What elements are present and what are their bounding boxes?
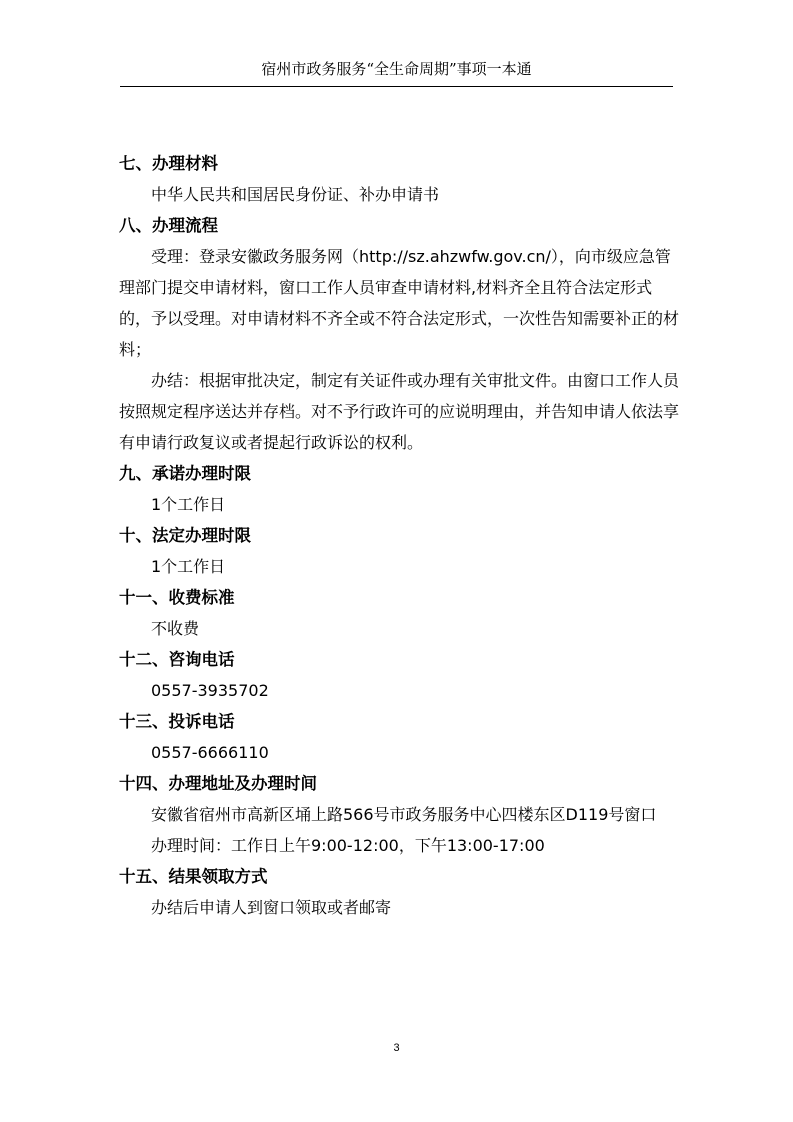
section-text: 受理：登录安徽政务服务网（http://sz.ahzwfw.gov.cn/），向市级应急管理部门提交申请材料，窗口工作人员审查申请材料,材料齐全且符合法定形式的，予以受理。对申请材料不齐全或不符合法定形式，一次性告知需要补正的材料； <box>119 247 680 359</box>
section-fee-standard <box>119 582 684 644</box>
section-materials <box>119 148 684 210</box>
page-number: 3 <box>393 1042 400 1054</box>
section-text: 办结后申请人到窗口领取或者邮寄 <box>151 898 392 917</box>
section-text: 1个工作日 <box>151 557 226 576</box>
header-rule <box>120 86 673 87</box>
section-heading: 十三、投诉电话 <box>119 712 235 731</box>
document-body <box>119 148 684 923</box>
section-text: 办结：根据审批决定，制定有关证件或办理有关审批文件。由窗口工作人员按照规定程序送达并存档。对不予行政许可的应说明理由，并告知申请人依法享有申请行政复议或者提起行政诉讼的权利。 <box>119 371 680 452</box>
section-heading: 十五、结果领取方式 <box>119 867 268 886</box>
section-heading: 十二、咨询电话 <box>119 650 235 669</box>
section-text: 中华人民共和国居民身份证、补办申请书 <box>151 185 440 204</box>
section-text: 0557-3935702 <box>151 681 269 700</box>
section-heading: 七、办理材料 <box>119 154 218 173</box>
section-text: 1个工作日 <box>151 495 226 514</box>
section-text: 安徽省宿州市高新区埇上路566号市政务服务中心四楼东区D119号窗口 <box>151 805 657 824</box>
section-text: 不收费 <box>151 619 200 638</box>
section-text: 办理时间：工作日上午9:00-12:00，下午13:00-17:00 <box>151 836 545 855</box>
section-result-collection <box>119 861 684 923</box>
section-complaint-phone <box>119 706 684 768</box>
section-heading: 九、承诺办理时限 <box>119 464 251 483</box>
section-text: 0557-6666110 <box>151 743 269 762</box>
section-process <box>119 210 684 458</box>
section-consult-phone <box>119 644 684 706</box>
section-address-and-hours <box>119 768 684 861</box>
section-promised-time-limit <box>119 458 684 520</box>
section-heading: 十四、办理地址及办理时间 <box>119 774 317 793</box>
running-header: 宿州市政务服务“全生命周期”事项一本通 <box>261 60 532 78</box>
section-heading: 十一、收费标准 <box>119 588 235 607</box>
section-heading: 八、办理流程 <box>119 216 218 235</box>
section-legal-time-limit <box>119 520 684 582</box>
section-heading: 十、法定办理时限 <box>119 526 251 545</box>
